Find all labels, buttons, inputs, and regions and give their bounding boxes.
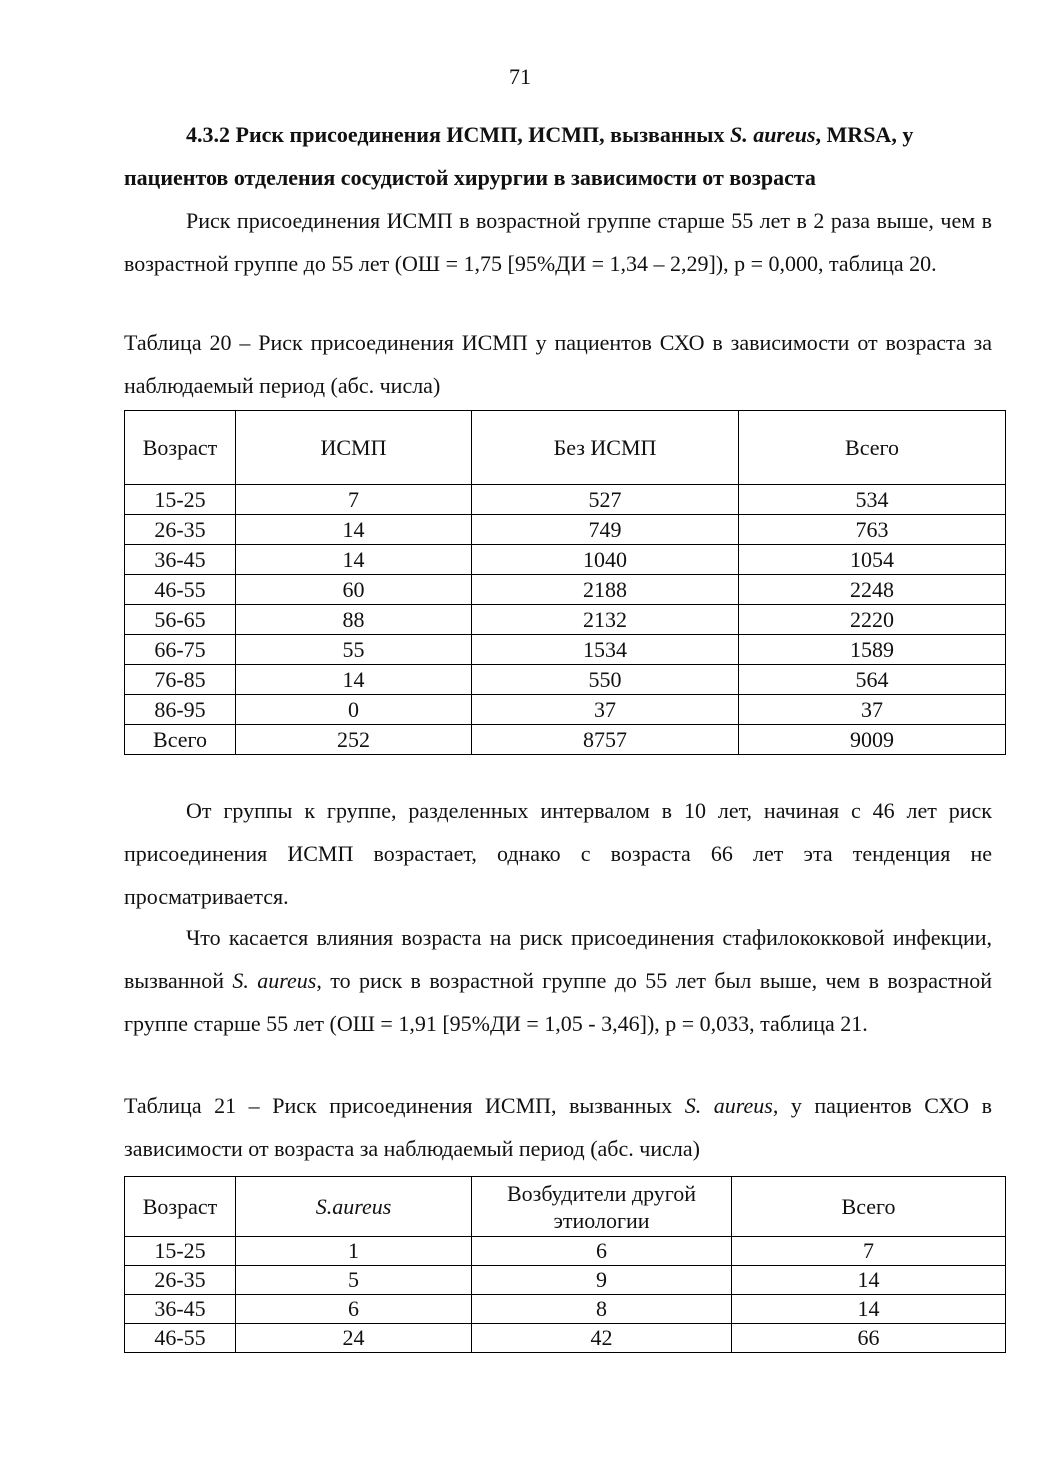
table-header-row	[125, 1177, 1006, 1237]
table-cell: 7	[236, 485, 472, 515]
table-cell: 55	[236, 635, 472, 665]
column-header: Возбудители другой этиологии	[472, 1177, 732, 1237]
paragraph-2: От группы к группе, разделенных интервалом в 10 лет, начиная с 46 лет риск присоединения ИСМП возрастает, однако с возраста 66 лет эта тенденция не просматривается.	[124, 798, 992, 909]
paragraph-3-text-1: Что касается влияния возраста на риск присоединения стафилококковой инфекции, вызванной	[124, 925, 992, 993]
table-21	[124, 1176, 1006, 1353]
table-cell: 46-55	[125, 1324, 236, 1353]
table-cell: 60	[236, 575, 472, 605]
table-cell: Всего	[125, 725, 236, 755]
table-cell: 1040	[472, 545, 739, 575]
table-cell: 24	[236, 1324, 472, 1353]
table-cell: 66-75	[125, 635, 236, 665]
table-cell: 1589	[739, 635, 1006, 665]
table-row	[125, 1295, 1006, 1324]
paragraph-1: Риск присоединения ИСМП в возрастной группе старше 55 лет в 2 раза выше, чем в возрастной группе до 55 лет (ОШ = 1,75 [95%ДИ = 1,34 – 2,29]), р = 0,000, таблица 20.	[124, 208, 992, 276]
table-cell: 56-65	[125, 605, 236, 635]
table-cell: 76-85	[125, 665, 236, 695]
table-cell: 14	[732, 1295, 1006, 1324]
table-cell: 9009	[739, 725, 1006, 755]
table-row	[125, 515, 1006, 545]
table-cell: 534	[739, 485, 1006, 515]
table-21-caption-italic-species: S. aureus	[684, 1093, 773, 1118]
table-cell: 14	[236, 665, 472, 695]
table-cell: 36-45	[125, 545, 236, 575]
table-cell: 1054	[739, 545, 1006, 575]
table-cell: 42	[472, 1324, 732, 1353]
paragraph-3-text-2: , то риск в возрастной группе до 55 лет был выше, чем в возрастной группе старше 55 лет (ОШ = 1,91 [95%ДИ = 1,05 - 3,46]), р = 0,033, таблица 21.	[124, 968, 992, 1036]
paragraph-3	[124, 916, 992, 1045]
column-header: Возраст	[125, 1177, 236, 1237]
table-cell: 37	[472, 695, 739, 725]
column-header: S.aureus	[236, 1177, 472, 1237]
column-header: ИСМП	[236, 411, 472, 485]
table-cell: 15-25	[125, 485, 236, 515]
table-cell: 86-95	[125, 695, 236, 725]
heading-text-2: , MRSA, у пациентов отделения сосудистой хирургии в зависимости от возраста	[124, 122, 914, 190]
table-row	[125, 1324, 1006, 1353]
table-cell: 7	[732, 1237, 1006, 1266]
table-row	[125, 695, 1006, 725]
table-row	[125, 575, 1006, 605]
table-cell: 2188	[472, 575, 739, 605]
column-header: Всего	[732, 1177, 1006, 1237]
table-cell: 550	[472, 665, 739, 695]
paragraph-3-italic-species: S. aureus	[232, 968, 317, 993]
table-cell: 88	[236, 605, 472, 635]
heading-italic-species: S. aureus	[729, 122, 816, 147]
table-cell: 26-35	[125, 515, 236, 545]
table-cell: 564	[739, 665, 1006, 695]
table-21-body	[125, 1177, 1006, 1353]
table-row	[125, 725, 1006, 755]
table-20	[124, 410, 1006, 755]
table-row	[125, 1266, 1006, 1295]
table-cell: 15-25	[125, 1237, 236, 1266]
table-row	[125, 635, 1006, 665]
table-20-body	[125, 411, 1006, 755]
table-cell: 14	[732, 1266, 1006, 1295]
table-cell: 8	[472, 1295, 732, 1324]
table-cell: 36-45	[125, 1295, 236, 1324]
table-cell: 14	[236, 515, 472, 545]
table-row	[125, 1237, 1006, 1266]
table-row	[125, 605, 1006, 635]
column-header: Без ИСМП	[472, 411, 739, 485]
table-cell: 14	[236, 545, 472, 575]
table-cell: 749	[472, 515, 739, 545]
column-header: Всего	[739, 411, 1006, 485]
table-cell: 1	[236, 1237, 472, 1266]
table-cell: 2220	[739, 605, 1006, 635]
table-cell: 5	[236, 1266, 472, 1295]
table-cell: 2132	[472, 605, 739, 635]
table-21-caption	[124, 1084, 992, 1170]
table-cell: 46-55	[125, 575, 236, 605]
section-heading	[124, 113, 992, 199]
table-cell: 37	[739, 695, 1006, 725]
table-cell: 527	[472, 485, 739, 515]
table-cell: 0	[236, 695, 472, 725]
table-cell: 2248	[739, 575, 1006, 605]
table-cell: 66	[732, 1324, 1006, 1353]
column-header: Возраст	[125, 411, 236, 485]
table-row	[125, 665, 1006, 695]
page-number: 71	[509, 64, 531, 89]
table-cell: 763	[739, 515, 1006, 545]
table-21-caption-text-1: Таблица 21 – Риск присоединения ИСМП, вызванных	[124, 1093, 685, 1118]
table-cell: 9	[472, 1266, 732, 1295]
table-21-caption-text-2: , у пациентов СХО в зависимости от возраста за наблюдаемый период (абс. числа)	[124, 1093, 992, 1161]
table-header-row	[125, 411, 1006, 485]
table-cell: 26-35	[125, 1266, 236, 1295]
table-cell: 6	[472, 1237, 732, 1266]
heading-text-1: 4.3.2 Риск присоединения ИСМП, ИСМП, вызванных	[186, 122, 730, 147]
table-row	[125, 545, 1006, 575]
table-row	[125, 485, 1006, 515]
table-20-caption: Таблица 20 – Риск присоединения ИСМП у пациентов СХО в зависимости от возраста за наблюдаемый период (абс. числа)	[124, 330, 992, 398]
table-cell: 8757	[472, 725, 739, 755]
table-cell: 1534	[472, 635, 739, 665]
table-cell: 252	[236, 725, 472, 755]
table-cell: 6	[236, 1295, 472, 1324]
